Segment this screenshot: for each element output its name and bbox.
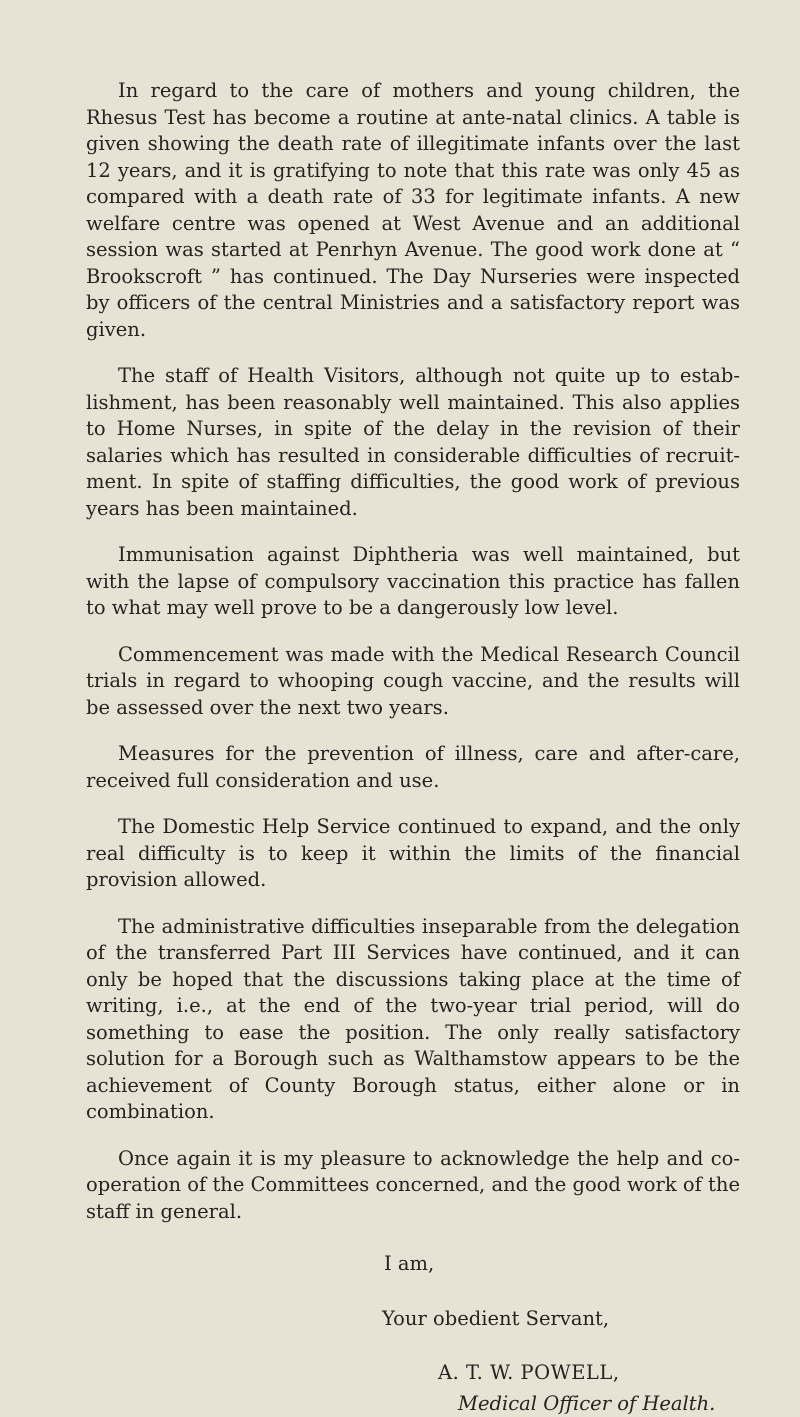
paragraph-prevention: Measures for the prevention of illness, care and after-care, received full consideration and use. <box>86 741 740 794</box>
letter-closing <box>86 1251 740 1417</box>
signatory-title: Medical Officer of Health. <box>458 1391 740 1417</box>
closing-greeting: I am, <box>384 1251 740 1278</box>
paragraph-domestic-help: The Domestic Help Service continued to expand, and the only real difficulty is to keep it within the limits of the financial provision allowed. <box>86 814 740 894</box>
paragraph-health-visitors: The staff of Health Visitors, although not quite up to estab-lishment, has been reasonably well maintained. This also applies to Home Nurses, in spite of the delay in the revision of their salaries which has resulted in considerable difficulties of recruit-ment. In spite of staffing difficulties, the good work of previous years has been maintained. <box>86 363 740 522</box>
closing-valediction: Your obedient Servant, <box>382 1306 740 1333</box>
paragraph-mrc-trials: Commencement was made with the Medical Research Council trials in regard to whooping cough vaccine, and the results will be assessed over the next two years. <box>86 642 740 722</box>
signatory-name: A. T. W. POWELL, <box>438 1360 740 1387</box>
paragraph-mothers-children: In regard to the care of mothers and young children, the Rhesus Test has become a routine at ante-natal clinics. A table is given showing the death rate of illegitimate infants over the last 12 years, and it is gratifying to note that this rate was only 45 as compared with a death rate of 33 for legitimate infants. A new welfare centre was opened at West Avenue and an additional session was started at Penrhyn Avenue. The good work done at “ Brookscroft ” has continued. The Day Nurseries were inspected by officers of the central Ministries and a satisfactory report was given. <box>86 78 740 343</box>
paragraph-immunisation: Immunisation against Diphtheria was well maintained, but with the lapse of compulsory vaccination this practice has fallen to what may well prove to be a dangerously low level. <box>86 542 740 622</box>
paragraph-administrative: The administrative difficulties inseparable from the delegation of the transferred Part III Services have continued, and it can only be hoped that the discussions taking place at the time of writing, i.e., at the end of the two-year trial period, will do something to ease the position. The only really satisfactory solution for a Borough such as Walthamstow appears to be the achievement of County Borough status, either alone or in combination. <box>86 914 740 1126</box>
paragraph-acknowledgement: Once again it is my pleasure to acknowledge the help and co-operation of the Committees concerned, and the good work of the staff in general. <box>86 1146 740 1226</box>
